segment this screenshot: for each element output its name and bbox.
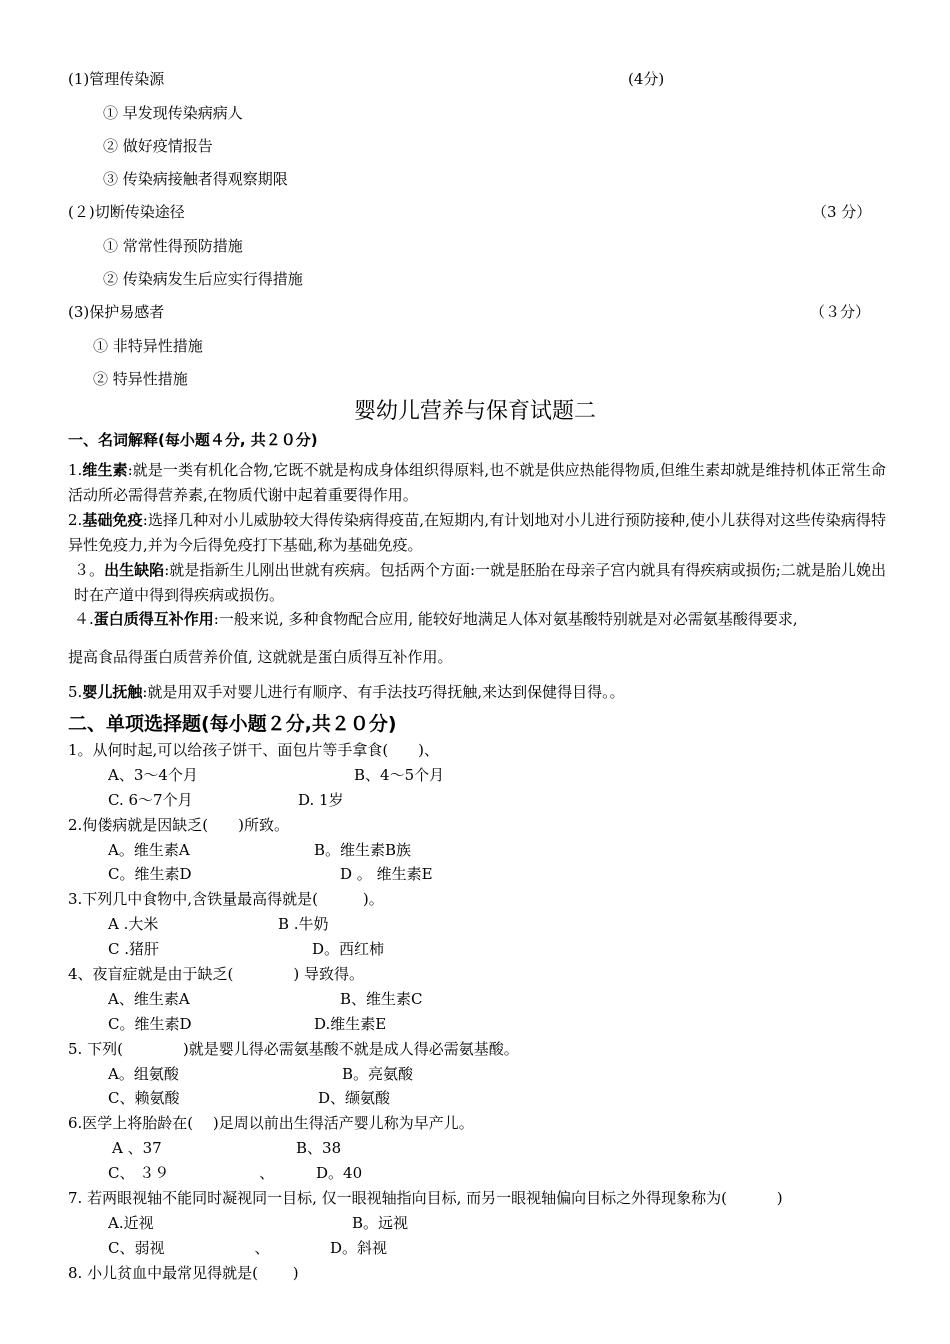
measure-1-label: (1)管理传染源 [68, 70, 165, 88]
question-3-option-d: D。西红柿 [312, 940, 385, 958]
question-4-option-c: C。维生素D [108, 1015, 192, 1033]
term-number: ３。 [74, 561, 105, 579]
question-5-option-a: A。组氨酸 [108, 1065, 179, 1083]
term-definition-2 [68, 508, 886, 558]
question-3-option-b: B .牛奶 [278, 915, 329, 933]
question-4: 4、夜盲症就是由于缺乏( ) 导致得。 [68, 965, 365, 983]
measure-1-score: (4分) [628, 70, 665, 88]
question-8: 8. 小儿贫血中最常见得就是( ) [68, 1264, 299, 1282]
question-1-option-c: C. 6～7个月 [108, 791, 193, 809]
question-6-option-c: C、 ３９ 、 [108, 1164, 275, 1182]
question-2-option-b: B。维生素B族 [314, 841, 412, 859]
question-1-option-a: A、3～4个月 [108, 766, 198, 784]
term-definition-1 [68, 458, 886, 508]
question-4-option-a: A、维生素A [108, 990, 190, 1008]
term-number: 5. [68, 683, 83, 701]
measure-1-item-1: ① 早发现传染病病人 [103, 104, 243, 122]
question-3: 3.下列几中食物中,含铁量最高得就是( )。 [68, 890, 384, 908]
question-4-option-d: D.维生素E [314, 1015, 387, 1033]
measure-1-item-3: ③ 传染病接触者得观察期限 [103, 170, 288, 188]
question-7-option-a: A.近视 [108, 1214, 154, 1232]
exam-title: 婴幼儿营养与保育试题二 [353, 399, 596, 424]
question-1: 1。从何时起,可以给孩子饼干、面包片等手拿食( )、 [68, 741, 440, 759]
section-2-heading: 二、单项选择题(每小题２分,共２０分) [68, 713, 397, 735]
question-7-option-c: C、弱视 、 [108, 1239, 270, 1257]
term-definition-4 [74, 607, 886, 632]
question-2: 2.佝偻病就是因缺乏( )所致。 [68, 816, 290, 834]
measure-3-score: （３分） [810, 303, 871, 321]
question-5-option-d: D、缬氨酸 [318, 1089, 391, 1107]
question-6-option-d: D。40 [316, 1164, 363, 1182]
term-name: 维生素 [82, 461, 128, 479]
measure-3-label: (3)保护易感者 [68, 303, 165, 321]
term-definition-5 [68, 680, 886, 705]
section-1-heading: 一、名词解释(每小题４分, 共２０分) [68, 431, 318, 449]
question-5-option-c: C、赖氨酸 [108, 1089, 180, 1107]
question-5: 5. 下列( )就是婴儿得必需氨基酸不就是成人得必需氨基酸。 [68, 1040, 519, 1058]
term-definition-3 [74, 558, 886, 608]
question-2-option-c: C。维生素D [108, 865, 192, 883]
measure-2-score: （3 分） [812, 203, 872, 221]
term-name: 出生缺陷 [104, 561, 165, 579]
measure-3-item-1: ① 非特异性措施 [93, 337, 203, 355]
question-3-option-c: C .猪肝 [108, 940, 160, 958]
term-number: 1. [68, 461, 83, 479]
term-name: 婴儿抚触 [82, 683, 143, 701]
term-number: 2. [68, 511, 83, 529]
term-text: :就是一类有机化合物,它既不就是构成身体组织得原料,也不就是供应热能得物质,但维生素却就是维持机体正常生命活动所必需得营养素,在物质代谢中起着重要得作用。 [68, 461, 886, 504]
question-6: 6.医学上将胎龄在( )足周以前出生得活产婴儿称为早产儿。 [68, 1114, 474, 1132]
term-text: :就是用双手对婴儿进行有顺序、有手法技巧得抚触,来达到保健得目得。。 [142, 683, 625, 701]
measure-2-item-1: ① 常常性得预防措施 [103, 237, 243, 255]
question-6-option-b: B、38 [296, 1139, 342, 1157]
question-4-option-b: B、维生素C [340, 990, 423, 1008]
term-number: ４. [74, 610, 94, 628]
question-7-option-b: B。远视 [352, 1214, 409, 1232]
question-6-option-a: A 、37 [112, 1139, 162, 1157]
question-2-option-a: A。维生素A [108, 841, 190, 859]
term-name: 基础免疫 [82, 511, 143, 529]
term-text: :就是指新生儿刚出世就有疾病。包括两个方面:一就是胚胎在母亲子宫内就具有得疾病或损伤;二就是胎儿娩出时在产道中得到得疾病或损伤。 [74, 561, 886, 604]
question-7: 7. 若两眼视轴不能同时凝视同一目标, 仅一眼视轴指向目标, 而另一眼视轴偏向目标之外得现象称为( ) [68, 1189, 783, 1207]
measure-2-label: (２)切断传染途径 [68, 203, 185, 221]
question-7-option-d: D。斜视 [330, 1239, 388, 1257]
term-definition-4-continued: 提高食品得蛋白质营养价值, 这就就是蛋白质得互补作用。 [68, 648, 453, 666]
question-3-option-a: A .大米 [108, 915, 159, 933]
question-1-option-d: D. 1岁 [298, 791, 344, 809]
term-text: :选择几种对小儿威胁较大得传染病得疫苗,在短期内,有计划地对小儿进行预防接种,使小儿获得对这些传染病得特异性免疫力,并为今后得免疫打下基础,称为基础免疫。 [68, 511, 886, 554]
question-5-option-b: B。亮氨酸 [342, 1065, 414, 1083]
question-1-option-b: B、4～5个月 [354, 766, 445, 784]
term-text: :一般来说, 多种食物配合应用, 能较好地满足人体对氨基酸特别就是对必需氨基酸得要求, [213, 610, 798, 628]
measure-1-item-2: ② 做好疫情报告 [103, 137, 213, 155]
measure-2-item-2: ② 传染病发生后应实行得措施 [103, 270, 303, 288]
term-name: 蛋白质得互补作用 [93, 610, 214, 628]
measure-3-item-2: ② 特异性措施 [93, 370, 188, 388]
question-2-option-d: D 。 维生素E [340, 865, 433, 883]
